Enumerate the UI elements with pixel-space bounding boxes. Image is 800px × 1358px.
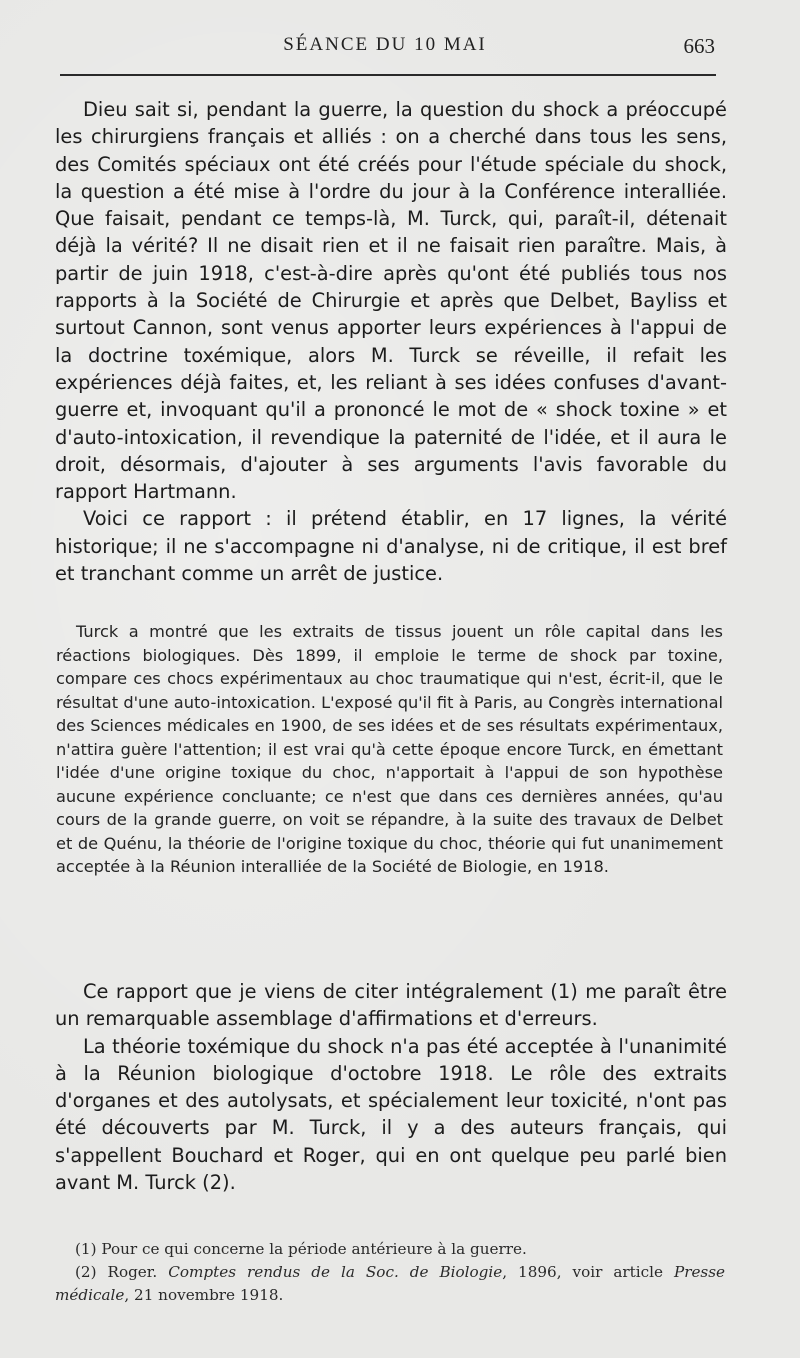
paragraph-4: La théorie toxémique du shock n'a pas été acceptée à l'unanimité à la Réunion biologique d'octobre 1918. Le rôle des extraits d'organes et des autolysats, et spécialement leur toxicité, n'ont pas été découverts par M. Turck, il y a des auteurs français, qui s'appellent Bouchard et Roger, qui en ont quelque peu parlé bien avant M. Turck (2). xyxy=(55,1034,727,1195)
paragraph-3: Ce rapport que je viens de citer intégralement (1) me paraît être un remarquable assemblage d'affirmations et d'erreurs. xyxy=(55,980,727,1031)
running-header xyxy=(55,34,715,62)
footnotes xyxy=(55,1238,725,1307)
paragraph-1: Dieu sait si, pendant la guerre, la question du shock a préoccupé les chirurgiens français et alliés : on a cherché dans tous les sens, des Comités spéciaux ont été créés pour l'étude spéciale du shock, la question a été mise à l'ordre du jour à la Conférence interalliée. Que faisait, pendant ce temps-là, M. Turck, qui, paraît-il, détenait déjà la vérité? Il ne disait rien et il ne faisait rien paraître. Mais, à partir de juin 1918, c'est-à-dire après qu'ont été publiés tous nos rapports à la Société de Chirurgie et après que Delbet, Bayliss et surtout Cannon, sont venus apporter leurs expériences à l'appui de la doctrine toxémique, alors M. Turck se réveille, il refait les expériences déjà faites, et, les reliant à ses idées confuses d'avant-guerre et, invoquant qu'il a prononcé le mot de « shock toxine » et d'auto-intoxication, il revendique la paternité de l'idée, et il aura le droit, désormais, d'ajouter à ses arguments l'avis favorable du rapport Hartmann. xyxy=(55,98,727,504)
footnote-2-journal: Comptes rendus de la Soc. de Biologie xyxy=(168,1263,503,1281)
footnote-1: (1) Pour ce qui concerne la période antérieure à la guerre. xyxy=(75,1240,527,1258)
footnote-2-suffix: , 21 novembre 1918. xyxy=(124,1286,284,1304)
footnote-2-mid: , 1896, voir article xyxy=(502,1263,663,1281)
running-title: SÉANCE DU 10 MAI xyxy=(283,34,487,55)
paragraph-2: Voici ce rapport : il prétend établir, en 17 lignes, la vérité historique; il ne s'accompagne ni d'analyse, ni de critique, il est bref et tranchant comme un arrêt de justice. xyxy=(55,507,727,586)
main-text-top xyxy=(55,96,727,587)
quote-text: Turck a montré que les extraits de tissus jouent un rôle capital dans les réactions biologiques. Dès 1899, il emploie le terme de shock par toxine, compare ces chocs expérimentaux au choc traumatique qui n'est, écrit-il, que le résultat d'une auto-intoxication. L'exposé qu'il fit à Paris, au Congrès international des Sciences médicales en 1900, de ses idées et de ses résultats expérimentaux, n'attira guère l'attention; il est vrai qu'à cette époque encore Turck, en émettant l'idée d'une origine toxique du choc, n'apportait à l'appui de son hypothèse aucune expérience concluante; ce n'est que dans ces dernières années, qu'au cours de la grande guerre, on voit se répandre, à la suite des travaux de Delbet et de Quénu, la théorie de l'origine toxique du choc, théorie qui fut unanimement acceptée à la Réunion interalliée de la Société de Biologie, en 1918. xyxy=(56,622,723,877)
footnote-2 xyxy=(55,1261,725,1307)
footnote-2-journal-2: Presse médicale xyxy=(55,1263,726,1304)
quoted-report xyxy=(56,620,723,879)
footnote-2-prefix: (2) Roger. xyxy=(75,1263,158,1281)
header-rule xyxy=(60,74,716,76)
page-number: 663 xyxy=(683,34,715,58)
main-text-bottom xyxy=(55,978,727,1196)
